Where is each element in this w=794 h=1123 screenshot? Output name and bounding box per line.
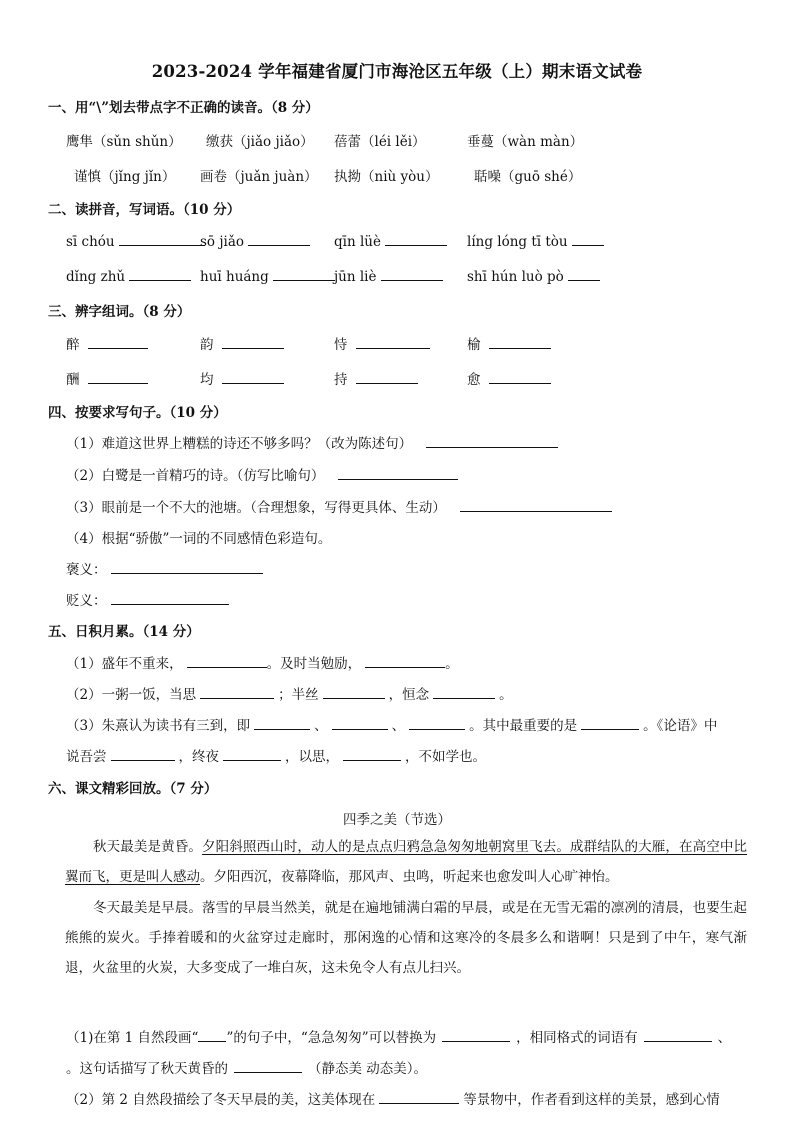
- text: ；半丝: [278, 687, 319, 703]
- char-label: 醉: [66, 337, 80, 353]
- s1-item: 聒噪（guō shé）: [474, 169, 582, 185]
- s5-q2: [66, 683, 513, 703]
- pinyin-label: jūn liè: [334, 269, 377, 285]
- answer-blank[interactable]: [433, 684, 495, 699]
- answer-blank[interactable]: [568, 266, 600, 281]
- s4-q2: [66, 464, 458, 484]
- answer-blank[interactable]: [129, 266, 191, 281]
- answer-blank[interactable]: [426, 433, 558, 448]
- answer-blank[interactable]: [119, 231, 205, 246]
- pinyin-label: sī chóu: [66, 234, 115, 250]
- s3-row-2: [0, 368, 794, 390]
- label-positive: 褒义：: [66, 562, 107, 578]
- answer-blank[interactable]: [254, 715, 310, 730]
- answer-blank[interactable]: [111, 590, 229, 605]
- s5-q1: [66, 652, 459, 672]
- s1-row-2: [0, 165, 794, 187]
- s1-item: 蓓蕾（léi lěi）: [334, 134, 426, 150]
- pinyin-label: shī hún luò pò: [467, 269, 564, 285]
- answer-blank[interactable]: [88, 369, 148, 384]
- answer-blank[interactable]: [223, 746, 281, 761]
- answer-blank[interactable]: [273, 266, 335, 281]
- text: ”的句子中，“急急匆匆”可以替换为: [226, 1030, 437, 1046]
- answer-blank[interactable]: [222, 334, 284, 349]
- answer-blank[interactable]: [460, 497, 612, 512]
- page-title: 2023-2024 学年福建省厦门市海沧区五年级（上）期末语文试卷: [151, 62, 643, 81]
- s4-q3: [66, 496, 612, 516]
- s4-q1: [66, 432, 558, 452]
- s4-q4: （4）根据“骄傲”一词的不同感情色彩造句。: [66, 531, 332, 547]
- char-label: 恃: [334, 337, 348, 353]
- answer-blank[interactable]: [356, 369, 418, 384]
- section-2-heading: 二、读拼音，写词语。（10 分）: [48, 202, 241, 218]
- answer-blank[interactable]: [385, 231, 447, 246]
- answer-blank[interactable]: [379, 1089, 459, 1104]
- answer-blank[interactable]: [409, 715, 465, 730]
- text: 。: [499, 687, 513, 703]
- text: 说吾尝: [66, 749, 107, 765]
- answer-blank[interactable]: [356, 334, 430, 349]
- s3-row-1: [0, 333, 794, 355]
- s1-item: 鹰隼（sǔn shǔn）: [66, 134, 182, 150]
- answer-blank[interactable]: [323, 684, 385, 699]
- pinyin-label: dǐng zhǔ: [66, 269, 126, 285]
- s5-q3-line2: [66, 745, 486, 765]
- text: 。其中最重要的是: [469, 718, 578, 734]
- s1-item: 执拗（niù yòu）: [334, 169, 439, 185]
- answer-blank[interactable]: [442, 1027, 510, 1042]
- answer-blank[interactable]: [234, 1058, 302, 1073]
- s1-item: 画卷（juǎn juàn）: [200, 169, 318, 185]
- char-label: 酬: [66, 372, 80, 388]
- answer-blank[interactable]: [489, 369, 551, 384]
- text: （1)在第 1 自然段画“: [66, 1030, 199, 1046]
- text: （静态美 动态美）。: [308, 1061, 428, 1077]
- section-1-heading: 一、用“\”划去带点字不正确的读音。（8 分）: [48, 100, 319, 116]
- section-6-heading: 六、课文精彩回放。（7 分）: [48, 781, 218, 797]
- s1-item: 谨慎（jǐng jǐn）: [74, 169, 176, 185]
- passage-paragraph-1: [65, 832, 747, 892]
- answer-blank[interactable]: [343, 746, 401, 761]
- char-label: 韵: [200, 337, 214, 353]
- underlined-sentence: 夕阳斜照西山时，动人的是点点归鸦急急匆匆地朝窝里飞去。成群结队的大雁，在高空中比翼而飞，更是叫人感动: [65, 839, 748, 885]
- text: 等景物中，作者看到这样的美景，感到心情: [463, 1092, 720, 1108]
- section-4-heading: 四、按要求写句子。（10 分）: [48, 405, 227, 421]
- pinyin-label: sō jiǎo: [200, 234, 245, 250]
- question-text: （2）白鹭是一首精巧的诗。（仿写比喻句）: [66, 468, 325, 484]
- answer-blank[interactable]: [88, 334, 148, 349]
- passage-title: 四季之美（节选）: [343, 812, 451, 828]
- char-label: 愈: [467, 372, 481, 388]
- s4-negative: [66, 589, 229, 609]
- text: 。夕阳西沉，夜幕降临，那风声、虫鸣，听起来也愈发叫人心旷神怡。: [200, 869, 619, 885]
- text: 。及时当勉励，: [266, 656, 362, 672]
- s2-row-1: [0, 231, 794, 253]
- text: ，恒念: [388, 687, 430, 703]
- pinyin-label: huī huáng: [200, 269, 269, 285]
- text: 。: [445, 656, 459, 672]
- s4-positive: [66, 558, 263, 578]
- s6-q2-line1: [66, 1088, 720, 1108]
- answer-blank[interactable]: [338, 465, 458, 480]
- s5-q3-line1: [66, 714, 717, 734]
- pinyin-label: líng lóng tī tòu: [467, 234, 568, 250]
- text: 、: [717, 1030, 732, 1046]
- answer-blank[interactable]: [111, 746, 175, 761]
- section-3-heading: 三、辨字组词。（8 分）: [48, 304, 191, 320]
- answer-blank[interactable]: [489, 334, 551, 349]
- text: （3）朱熹认为读书有三到，即: [66, 718, 251, 734]
- text: 、: [314, 718, 328, 734]
- answer-blank[interactable]: [200, 684, 274, 699]
- answer-blank[interactable]: [198, 1027, 226, 1042]
- text: （1）盛年不重来，: [66, 656, 183, 672]
- answer-blank[interactable]: [581, 715, 639, 730]
- question-text: （1）难道这世界上糟糕的诗还不够多吗？（改为陈述句）: [66, 436, 413, 452]
- question-text: （3）眼前是一个不大的池塘。（合理想象，写得更具体、生动）: [66, 500, 446, 516]
- text: ，不如学也。: [405, 749, 486, 765]
- char-label: 均: [200, 372, 214, 388]
- s1-item: 缴获（jiǎo jiǎo）: [206, 134, 314, 150]
- s1-row-1: [0, 130, 794, 152]
- s2-row-2: [0, 266, 794, 288]
- pinyin-label: qīn lüè: [334, 234, 381, 250]
- char-label: 持: [334, 372, 348, 388]
- text: ，相同格式的词语有: [516, 1030, 638, 1046]
- answer-blank[interactable]: [365, 653, 445, 668]
- s1-item: 垂蔓（wàn màn）: [467, 134, 584, 150]
- answer-blank[interactable]: [222, 369, 284, 384]
- answer-blank[interactable]: [644, 1027, 712, 1042]
- answer-blank[interactable]: [248, 231, 310, 246]
- text: ，终夜: [178, 749, 219, 765]
- answer-blank[interactable]: [187, 653, 267, 668]
- section-5-heading: 五、日积月累。（14 分）: [48, 624, 200, 640]
- text: ，以思，: [285, 749, 339, 765]
- text: （2）第 2 自然段描绘了冬天早晨的美，这美体现在: [66, 1092, 376, 1108]
- label-negative: 贬义：: [66, 593, 107, 609]
- answer-blank[interactable]: [111, 559, 263, 574]
- answer-blank[interactable]: [381, 266, 443, 281]
- answer-blank[interactable]: [572, 231, 604, 246]
- text: 、: [391, 718, 406, 734]
- text: 秋天最美是黄昏。: [93, 839, 203, 855]
- text: 。这句话描写了秋天黄昏的: [66, 1061, 228, 1077]
- char-label: 榆: [467, 337, 481, 353]
- s6-q1-line2: [66, 1057, 427, 1077]
- text: （2）一粥一饭，当思: [66, 687, 197, 703]
- passage-paragraph-2: 冬天最美是早晨。落雪的早晨当然美，就是在遍地铺满白霜的早晨，或是在无雪无霜的凛冽的清晨，也要生起熊熊的炭火。手捧着暖和的火盆穿过走廊时，那闲逸的心情和这寒冷的冬晨多么和谐啊！只是到了中午，寒气渐退，火盆里的火炭，大多变成了一堆白灰，这未免令人有点儿扫兴。: [65, 900, 747, 976]
- s6-q1-line1: [66, 1026, 731, 1046]
- text: 。《论语》中: [643, 718, 718, 734]
- answer-blank[interactable]: [332, 715, 388, 730]
